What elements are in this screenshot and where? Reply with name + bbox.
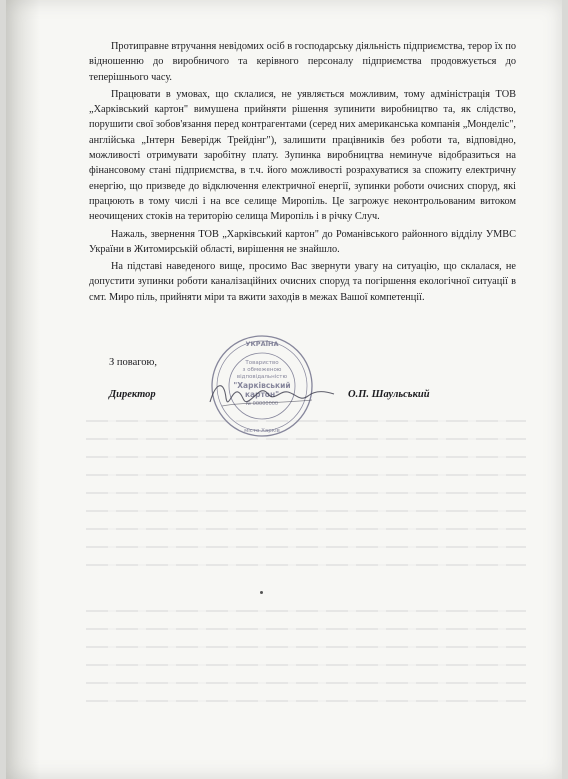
- svg-text:"Харківський: "Харківський: [233, 381, 291, 390]
- document-page: [6, 0, 562, 779]
- paragraph-4: На підставі наведеного вище, просимо Вас звернути увагу на ситуацію, що склалася, не допустити зупинки роботи каналізаційних очисних споруд та погіршення екологічної ситуації в смт. Миро піль, прийняти міри та вжити заходів в межах Вашої компетенції.: [89, 261, 516, 303]
- svg-text:місто Харків: місто Харків: [244, 428, 280, 434]
- speck: [260, 591, 263, 594]
- signatory-name: О.П. Шаульський: [348, 389, 430, 400]
- handwritten-signature: [202, 372, 342, 416]
- svg-text:відповідальністю: відповідальністю: [236, 374, 288, 380]
- svg-text:картон": картон": [244, 390, 280, 399]
- svg-text:№ 00000000: № 00000000: [245, 401, 279, 407]
- letter-body: [89, 39, 516, 307]
- show-through-line: [86, 420, 526, 422]
- show-through-line: [86, 438, 526, 440]
- show-through-line: [86, 700, 526, 702]
- show-through-line: [86, 492, 526, 494]
- show-through-line: [86, 456, 526, 458]
- show-through-line: [86, 682, 526, 684]
- svg-text:Товариство: Товариство: [245, 360, 279, 366]
- paragraph-3: Нажаль, звернення ТОВ „Харківський картон" до Романівського районного відділу УМВС України в Житомирській області, вирішення не знайшло.: [89, 228, 516, 255]
- svg-text:з обмеженою: з обмеженою: [242, 367, 282, 373]
- svg-text:УКРАЇНА: УКРАЇНА: [245, 340, 279, 348]
- page-fold-shadow: [6, 0, 40, 779]
- paragraph-2: Працювати в умовах, що склалися, не уявляється можливим, тому адміністрація ТОВ „Харківський картон" вимушена прийняти рішення зупинити виробництво та, як слідство, порушити свої зобов'язання перед контрагентами (серед них американська компанія „Монделіс", англійська „Інтерн Беверідж Трейдінг"), залишити працівників без роботи та, відповідно, можливості отримувати заробітну плату. Зупинка виробництва неминуче відобразиться на фінансовому стані підприємства, в т.ч. його можливості розрахуватися за спожиту електричну енергію, що призведе до відключення електричної енергії, зупинки роботи очисних споруд, які працюють в тому числі і на все селище Миропіль. Це загрожує неконтрольованим витоком неочищених стоків на територію селища Миропіль і в річку Случ.: [89, 88, 516, 223]
- closing-phrase: З повагою,: [109, 357, 157, 368]
- show-through-line: [86, 628, 526, 630]
- show-through-line: [86, 664, 526, 666]
- show-through-line: [86, 510, 526, 512]
- signatory-title: Директор: [109, 389, 156, 400]
- show-through-line: [86, 474, 526, 476]
- show-through-line: [86, 546, 526, 548]
- paragraph-1: Протиправне втручання невідомих осіб в господарську діяльність підприємства, терор їх по відношенню до виробничого та керівного персоналу підприємства продовжується до теперішнього часу.: [89, 41, 516, 83]
- show-through-line: [86, 528, 526, 530]
- show-through-line: [86, 610, 526, 612]
- show-through-line: [86, 646, 526, 648]
- show-through-line: [86, 564, 526, 566]
